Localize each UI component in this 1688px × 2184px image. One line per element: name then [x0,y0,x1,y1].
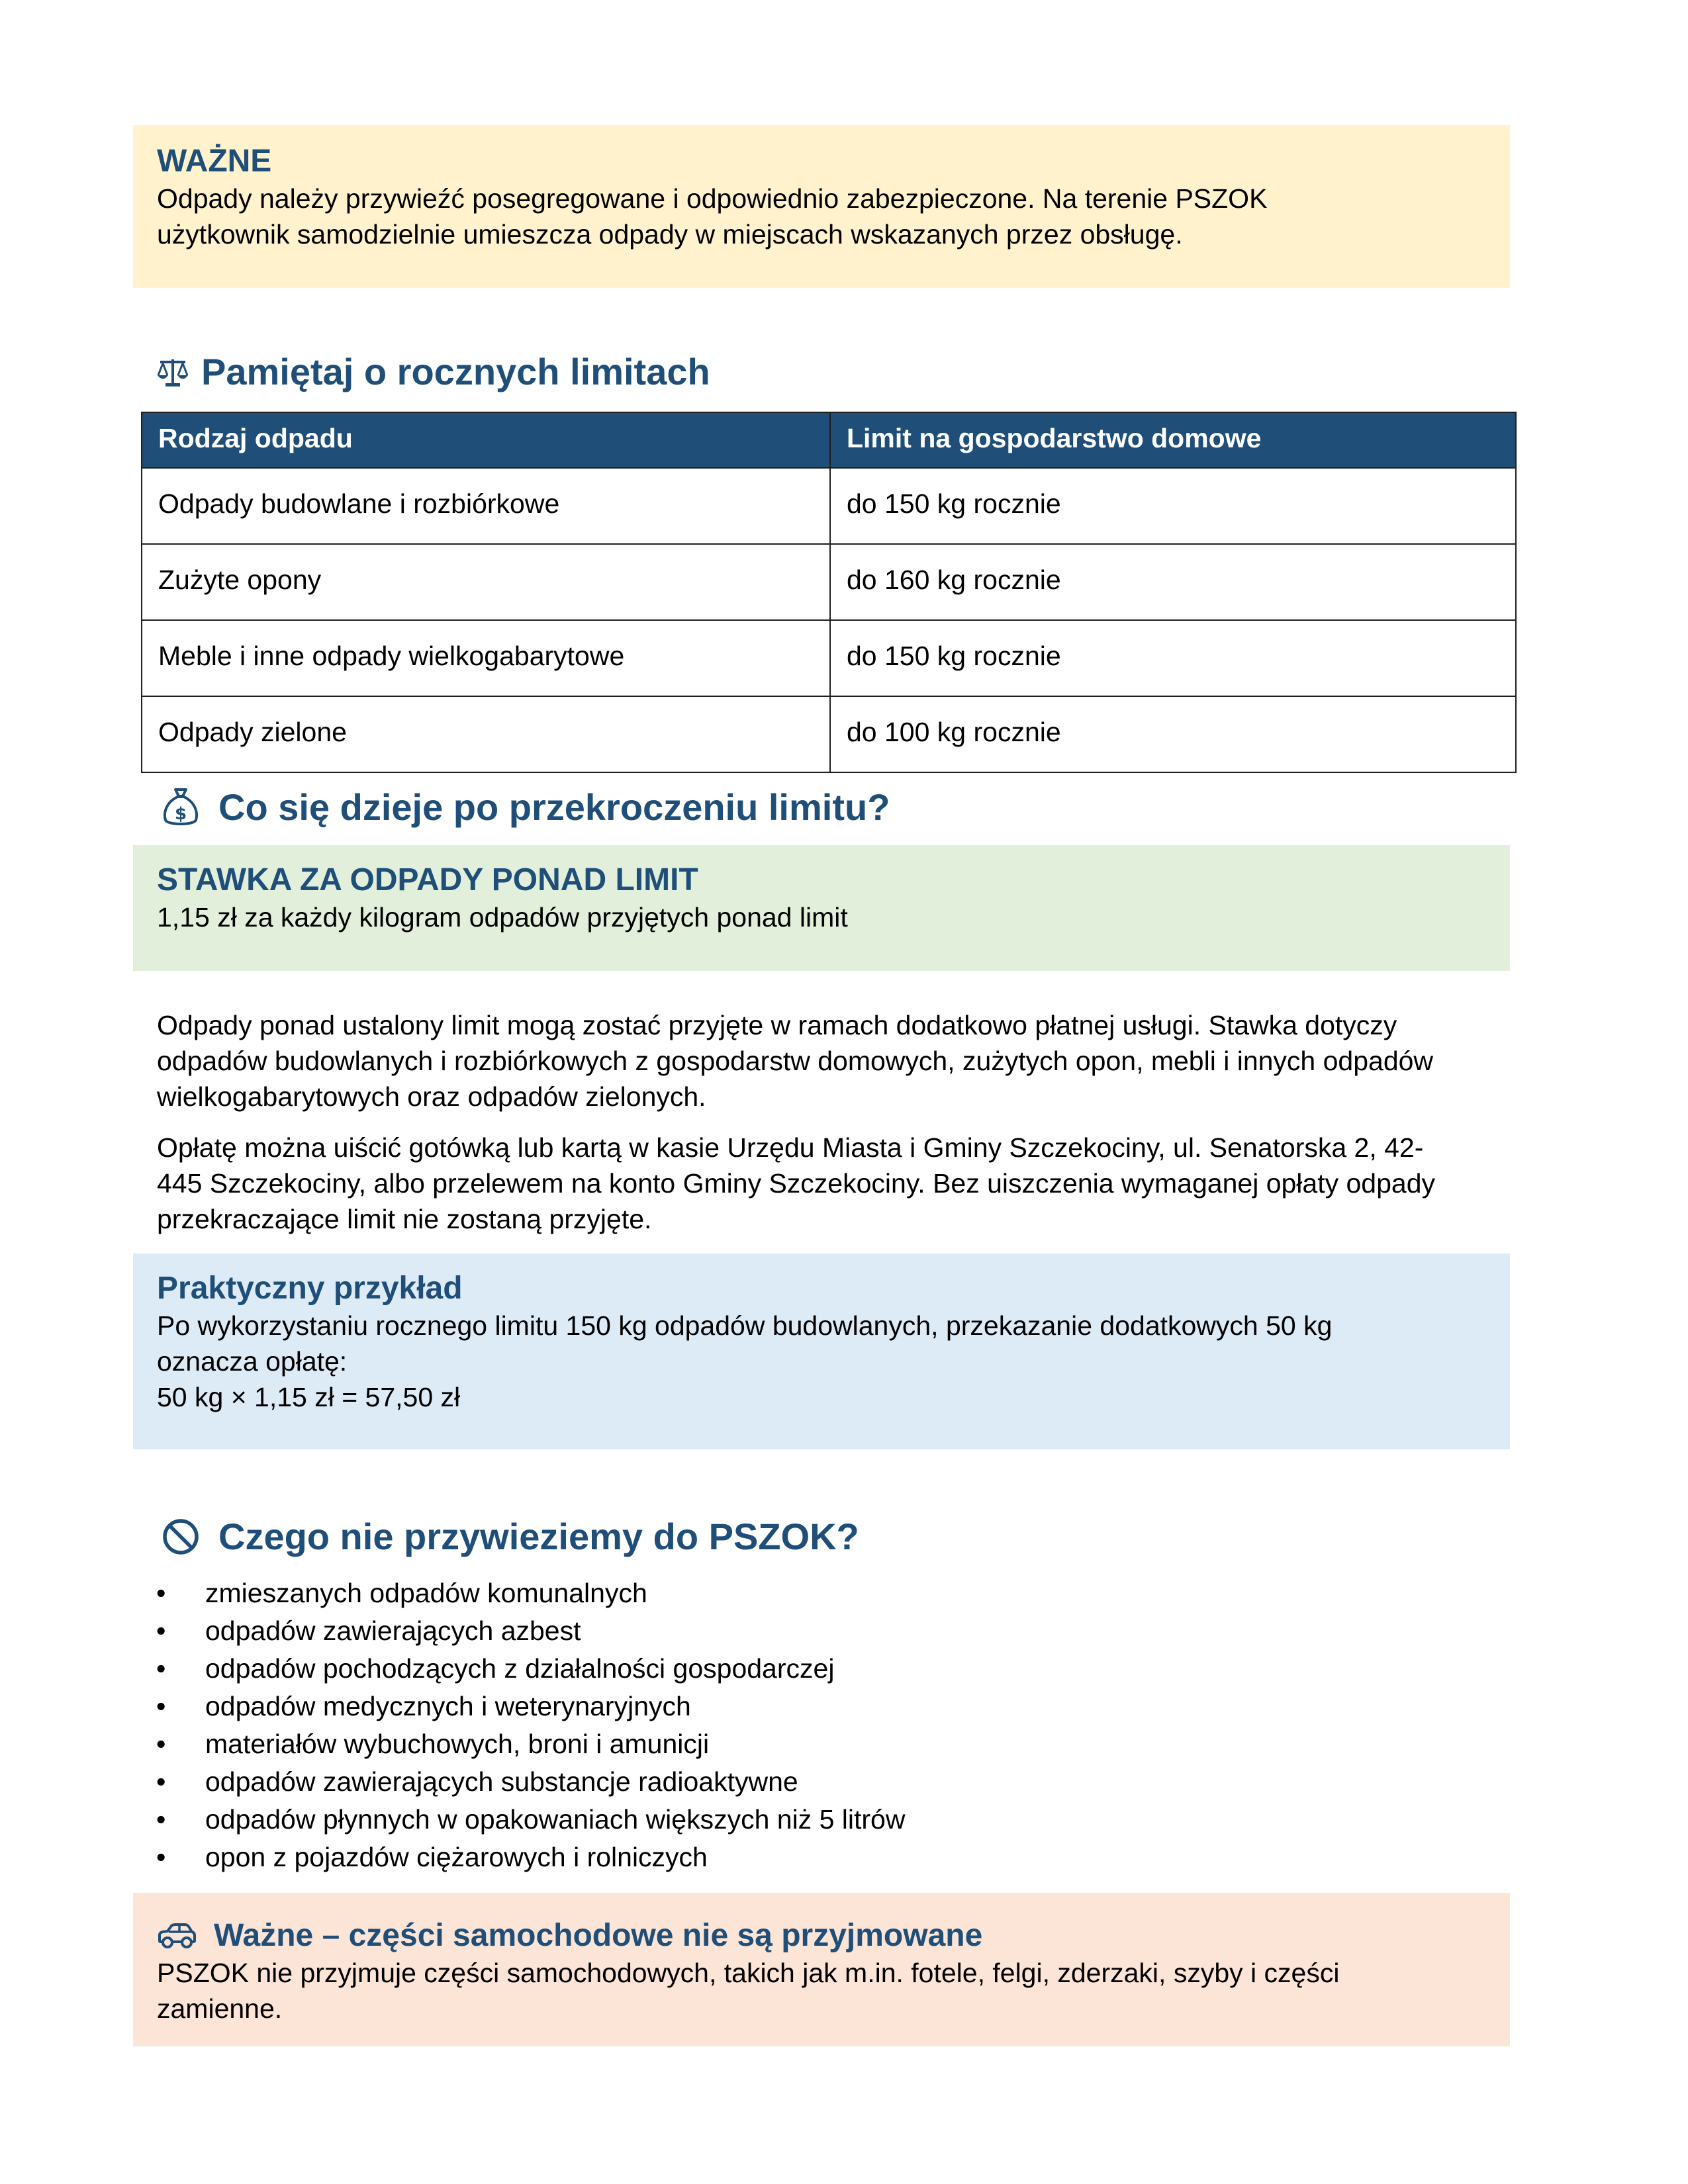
table-row [142,468,1516,544]
not-accepted-heading [162,1514,859,1560]
list-item: • odpadów płynnych w opakowaniach większych niż 5 litrów [156,1801,905,1839]
example-title: Praktyczny przykład [157,1271,463,1306]
example-line: Po wykorzystaniu rocznego limitu 150 kg odpadów budowlanych, przekazanie dodatkowych 50 kg [157,1310,1333,1341]
waste-type-cell: Odpady zielone [142,696,830,772]
example-line: oznacza opłatę: [157,1346,348,1377]
prohibited-list [156,1574,905,1876]
table-row [142,620,1516,696]
limits-table [141,412,1517,773]
important-notice-box [133,125,1510,288]
table-header-row [142,412,1516,468]
waste-type-cell: Meble i inne odpady wielkogabarytowe [142,620,830,696]
limit-cell: do 150 kg rocznie [830,468,1516,544]
over-limit-paragraph [157,1007,1534,1115]
waste-type-cell: Odpady budowlane i rozbiórkowe [142,468,830,544]
car-parts-title-text: Ważne – części samochodowe nie są przyjmowane [214,1918,983,1953]
list-item: • odpadów zawierających azbest [156,1612,905,1650]
limit-cell: do 150 kg rocznie [830,620,1516,696]
table-row [142,544,1516,620]
car-parts-title [157,1917,1486,1955]
rate-title: STAWKA ZA ODPADY PONAD LIMIT [157,862,698,897]
money-bag-icon [162,787,200,828]
important-title: WAŻNE [157,144,272,179]
list-item: • opon z pojazdów ciężarowych i rolniczych [156,1839,905,1876]
over-limit-heading-text: Co się dzieje po przekroczeniu limitu? [218,786,890,828]
example-box [133,1253,1510,1449]
limits-heading [156,349,710,395]
paragraph-line: wielkogabarytowych oraz odpadów zielonych. [157,1081,706,1112]
payment-paragraph [157,1130,1534,1237]
limits-heading-text: Pamiętaj o rocznych limitach [201,351,710,392]
column-header-waste-type: Rodzaj odpadu [142,412,830,468]
scales-icon [156,355,189,388]
car-parts-box [133,1893,1510,2046]
rate-box [133,845,1510,971]
not-accepted-heading-text: Czego nie przywieziemy do PSZOK? [218,1516,859,1557]
list-item: • odpadów medycznych i weterynaryjnych [156,1688,905,1725]
paragraph-line: odpadów budowlanych i rozbiórkowych z gospodarstw domowych, zużytych opon, mebli i innych odpadów [157,1046,1434,1076]
paragraph-line: 445 Szczekociny, albo przelewem na konto Gminy Szczekociny. Bez uiszczenia wymaganej opłaty odpady [157,1168,1436,1199]
paragraph-line: Opłatę można uiścić gotówką lub kartą w kasie Urzędu Miasta i Gminy Szczekociny, ul. Senatorska 2, 42- [157,1132,1424,1163]
list-item: • odpadów zawierających substancje radioaktywne [156,1763,905,1801]
car-parts-line: PSZOK nie przyjmuje części samochodowych, takich jak m.in. fotele, felgi, zderzaki, szyby i części [157,1958,1340,1988]
example-calculation: 50 kg × 1,15 zł = 57,50 zł [157,1382,461,1412]
car-parts-line: zamienne. [157,1993,283,2024]
over-limit-heading [162,784,890,831]
list-item: • zmieszanych odpadów komunalnych [156,1574,905,1612]
column-header-limit: Limit na gospodarstwo domowe [830,412,1516,468]
limit-cell: do 100 kg rocznie [830,696,1516,772]
car-icon [157,1922,197,1950]
paragraph-line: przekraczające limit nie zostaną przyjęte. [157,1204,652,1234]
svg-text:$: $ [174,804,187,824]
waste-type-cell: Zużyte opony [142,544,830,620]
limit-cell: do 160 kg rocznie [830,544,1516,620]
prohibited-icon [162,1518,200,1556]
rate-text: 1,15 zł za każdy kilogram odpadów przyjętych ponad limit [157,902,848,933]
important-line: użytkownik samodzielnie umieszcza odpady w miejscach wskazanych przez obsługę. [157,219,1183,250]
table-row [142,696,1516,772]
list-item: • odpadów pochodzących z działalności gospodarczej [156,1650,905,1688]
important-line: Odpady należy przywieźć posegregowane i odpowiednio zabezpieczone. Na terenie PSZOK [157,183,1268,214]
paragraph-line: Odpady ponad ustalony limit mogą zostać przyjęte w ramach dodatkowo płatnej usługi. Stawka dotyczy [157,1010,1397,1040]
list-item: • materiałów wybuchowych, broni i amunicji [156,1725,905,1763]
